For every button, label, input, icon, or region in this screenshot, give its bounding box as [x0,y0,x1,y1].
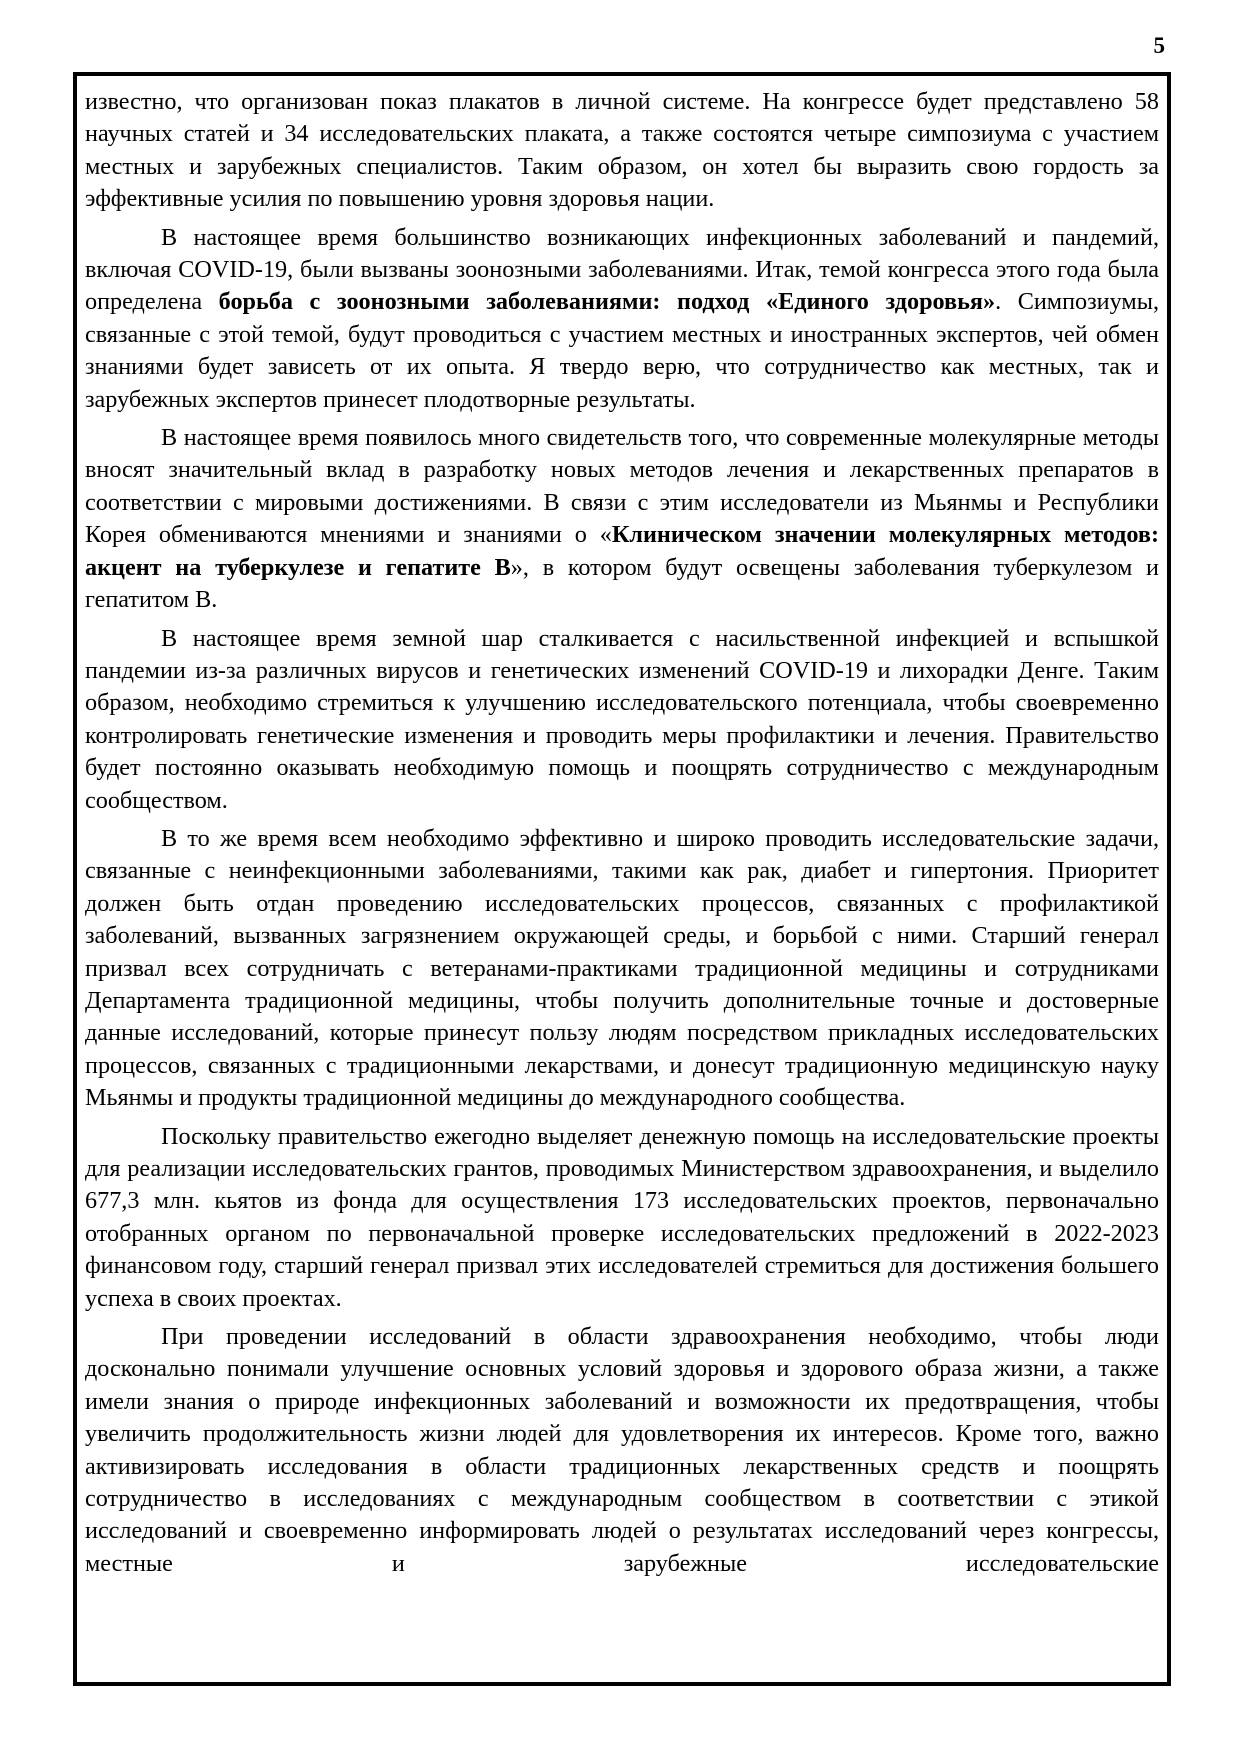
bold-text-segment: борьба с зоонозными заболеваниями: подход «Единого здоровья» [218,288,996,316]
text-segment: В настоящее время большинство возникающих инфекционных заболеваний и пандемий, включая COVID-19, были вызваны зоонозными заболеваниями. Итак, темой конгресса этого года была определена [85,223,1159,316]
paragraph [85,823,1159,1115]
bold-text-segment: Клиническом значении молекулярных методов: акцент на туберкулезе и гепатите В [85,521,1160,581]
text-segment: . Симпозиумы, связанные с этой темой, будут проводиться с участием местных и иностранных экспертов, чей обмен знаниями будет зависеть от их опыта. Я твердо верю, что сотрудничество как местных, так и зарубежных экспертов принесет плодотворные результаты. [85,288,1159,413]
paragraph [85,623,1159,817]
text-frame [73,72,1171,1686]
text-segment: Поскольку правительство ежегодно выделяет денежную помощь на исследовательские проекты для реализации исследовательских грантов, проводимых Министерством здравоохранения, и выделило 677,3 млн. кьятов из фонда для осуществления 173 исследовательских проектов, первоначально отобранных органом по первоначальной проверке исследовательских предложений в 2022-2023 финансовом году, старший генерал призвал этих исследователей стремиться для достижения большего успеха в своих проектах. [85,1122,1159,1312]
paragraph [85,1121,1159,1315]
text-segment: В то же время всем необходимо эффективно и широко проводить исследовательские задачи, связанные с неинфекционными заболеваниями, такими как рак, диабет и гипертония. Приоритет должен быть отдан проведению исследовательских процессов, связанных с профилактикой заболеваний, вызванных загрязнением окружающей среды, и борьбой с ними. Старший генерал призвал всех сотрудничать с ветеранами-практиками традиционной медицины и сотрудниками Департамента традиционной медицины, чтобы получить дополнительные точные и достоверные данные исследований, которые принесут пользу людям посредством прикладных исследовательских процессов, связанных с традиционными лекарствами, и донесут традиционную медицинскую науку Мьянмы и продукты традиционной медицины до международного сообщества. [85,824,1159,1112]
text-segment: известно, что организован показ плакатов в личной системе. На конгрессе будет представлено 58 научных статей и 34 исследовательских плаката, а также состоятся четыре симпозиума с участием местных и зарубежных специалистов. Таким образом, он хотел бы выразить свою гордость за эффективные усилия по повышению уровня здоровья нации. [85,88,1159,213]
paragraph [85,1321,1159,1580]
text-segment: В настоящее время появилось много свидетельств того, что современные молекулярные методы вносят значительный вклад в разработку новых методов лечения и лекарственных препаратов в соответствии с мировыми достижениями. В связи с этим исследователи из Мьянмы и Республики Корея обмениваются мнениями и знаниями о « [85,424,1159,549]
text-segment: », в котором будут освещены заболевания туберкулезом и гепатитом В. [85,553,1159,614]
paragraph [85,422,1159,616]
document-body [85,86,1159,1580]
text-segment: При проведении исследований в области здравоохранения необходимо, чтобы люди досконально понимали улучшение основных условий здоровья и здорового образа жизни, а также имели знания о природе инфекционных заболеваний и возможности их предотвращения, чтобы увеличить продолжительность жизни людей для удовлетворения их интересов. Кроме того, важно активизировать исследования в области традиционных лекарственных средств и поощрять сотрудничество в исследованиях с международным сообществом в соответствии с этикой исследований и своевременно информировать людей о результатах исследований через конгрессы, местные и зарубежные исследовательские [85,1323,1159,1577]
text-segment: В настоящее время земной шар сталкивается с насильственной инфекцией и вспышкой пандемии из-за различных вирусов и генетических изменений COVID-19 и лихорадки Денге. Таким образом, необходимо стремиться к улучшению исследовательского потенциала, чтобы своевременно контролировать генетические изменения и проводить меры профилактики и лечения. Правительство будет постоянно оказывать необходимую помощь и поощрять сотрудничество с международным сообществом. [85,624,1159,814]
page-number: 5 [1153,33,1165,58]
paragraph [85,222,1159,416]
paragraph [85,86,1159,216]
